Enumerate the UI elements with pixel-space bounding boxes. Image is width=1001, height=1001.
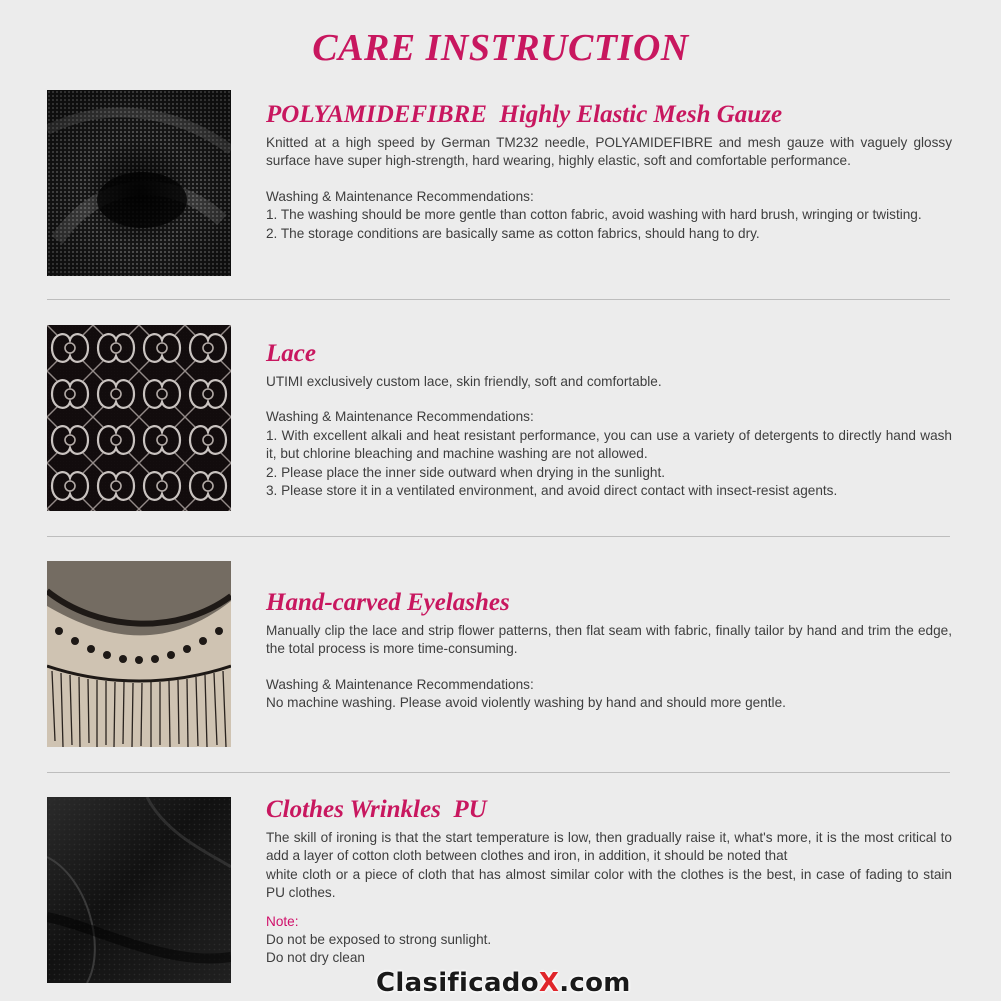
watermark-x: X <box>538 968 560 998</box>
note-line: Do not be exposed to strong sunlight. <box>266 932 492 948</box>
note-line: Do not dry clean <box>266 950 365 966</box>
lace-fabric-image <box>47 325 231 511</box>
section-description-continued: white cloth or a piece of cloth that has almost similar color with the clothes is the best, in case of fading to stain PU clothes. <box>266 866 952 901</box>
washing-line: 1. With excellent alkali and heat resistant performance, you can use a variety of detergents to directly hand wash it, but chlorine bleaching and machine washing are not allowed. <box>266 427 952 462</box>
section-description: Manually clip the lace and strip flower patterns, then flat seam with fabric, finally tailor by hand and trim the edge, the total process is more time-consuming. <box>266 623 952 657</box>
eyelash-lace-image <box>47 561 231 747</box>
page-title: CARE INSTRUCTION <box>312 27 689 69</box>
section-heading: Clothes Wrinkles PU <box>266 796 487 823</box>
note-label: Note: <box>266 913 299 929</box>
section-divider <box>47 299 950 300</box>
section-description: Knitted at a high speed by German TM232 needle, POLYAMIDEFIBRE and mesh gauze with vaguely glossy surface have super high-strength, hard wearing, highly elastic, soft and comfortable performance. <box>266 135 952 169</box>
washing-title: Washing & Maintenance Recommendations: <box>266 188 534 204</box>
mesh-fabric-image <box>47 90 231 276</box>
washing-line: 3. Please store it in a ventilated environment, and avoid direct contact with insect-resist agents. <box>266 483 838 499</box>
pu-leather-image <box>47 797 231 983</box>
watermark-prefix: Clasificado <box>376 968 539 998</box>
section-heading: POLYAMIDEFIBRE Highly Elastic Mesh Gauze <box>266 101 783 128</box>
section-divider <box>47 772 950 773</box>
washing-line: No machine washing. Please avoid violently washing by hand and should more gentle. <box>266 695 786 711</box>
washing-line: 2. Please place the inner side outward when drying in the sunlight. <box>266 464 665 480</box>
section-heading: Lace <box>266 340 316 367</box>
mesh-text <box>266 100 952 243</box>
section-description: The skill of ironing is that the start temperature is low, then gradually raise it, what's more, it is the most critical to add a layer of cotton cloth between clothes and iron, in addition, it should be noted that <box>266 830 952 864</box>
watermark <box>376 968 631 998</box>
eyelashes-text <box>266 588 952 713</box>
washing-title: Washing & Maintenance Recommendations: <box>266 676 534 692</box>
washing-title: Washing & Maintenance Recommendations: <box>266 409 534 425</box>
lace-text <box>266 339 952 500</box>
section-heading: Hand-carved Eyelashes <box>266 589 510 616</box>
washing-line: 1. The washing should be more gentle than cotton fabric, avoid washing with hard brush, wringing or twisting. <box>266 207 922 223</box>
pu-text <box>266 795 952 968</box>
section-description: UTIMI exclusively custom lace, skin friendly, soft and comfortable. <box>266 374 662 389</box>
watermark-suffix: .com <box>559 968 631 998</box>
washing-line: 2. The storage conditions are basically same as cotton fabrics, should hang to dry. <box>266 225 760 241</box>
section-divider <box>47 536 950 537</box>
